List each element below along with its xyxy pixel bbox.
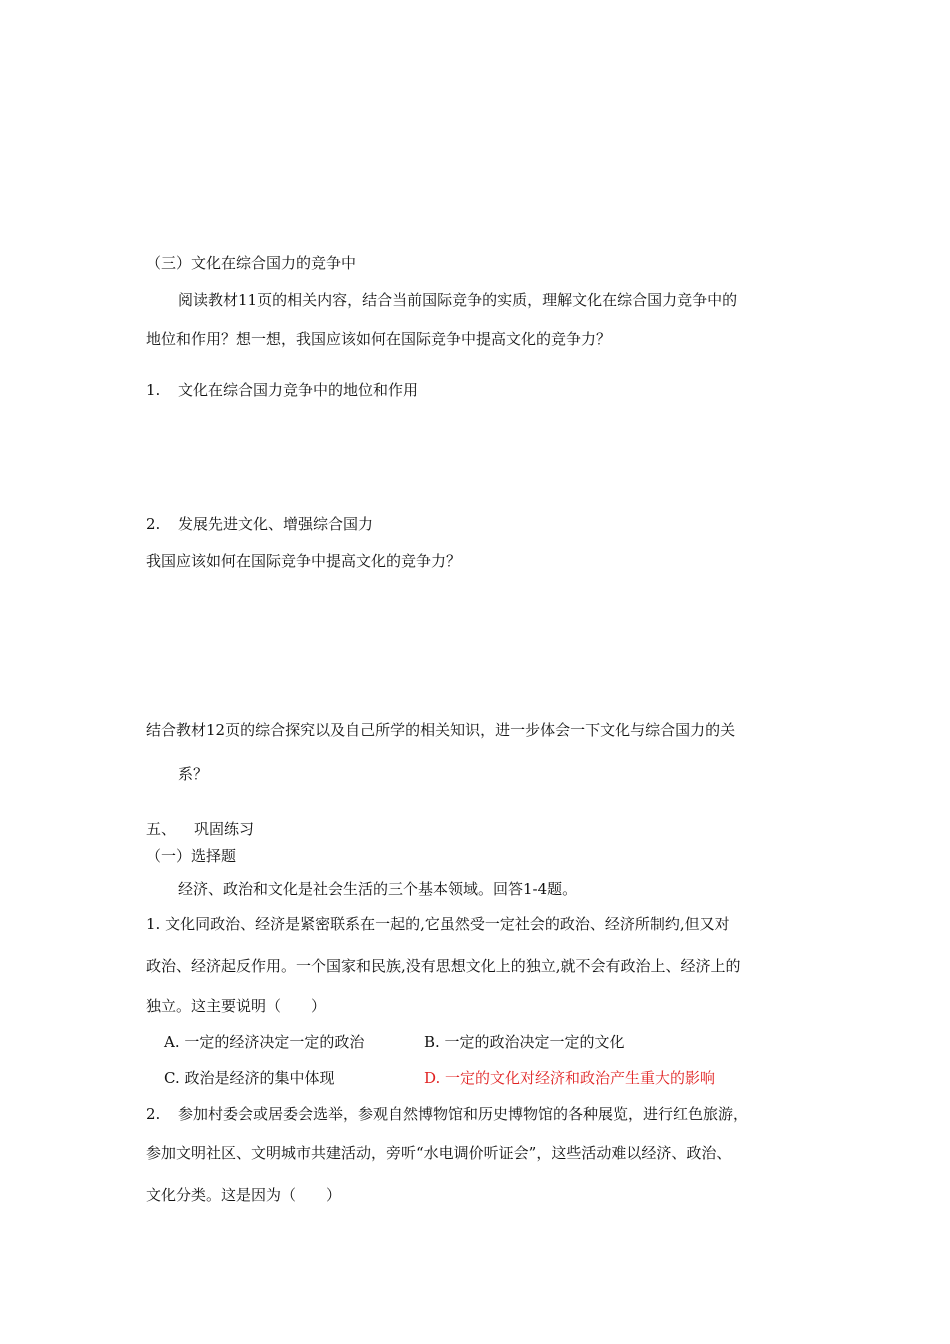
q2-number: 2.: [146, 1105, 161, 1123]
reading-paragraph-line-2: 地位和作用？想一想，我国应该如何在国际竞争中提高文化的竞争力？: [146, 330, 612, 348]
q1-line-2: 政治、经济起反作用。一个国家和民族,没有思想文化上的独立,就不会有政治上、经济上的: [146, 957, 741, 975]
item-1-number: 1.: [146, 381, 161, 399]
section-5-title: 巩固练习: [194, 820, 255, 838]
q1-line-1: 1. 文化同政治、经济是紧密联系在一起的,它虽然受一定社会的政治、经济所制约,但又对: [146, 915, 730, 933]
item-1-text: 文化在综合国力竞争中的地位和作用: [178, 381, 419, 399]
explore-line-1: 结合教材12页的综合探究以及自己所学的相关知识，进一步体会一下文化与综合国力的关: [146, 721, 736, 739]
question-line: 我国应该如何在国际竞争中提高文化的竞争力？: [146, 552, 462, 570]
q1-option-b: B. 一定的政治决定一定的文化: [424, 1033, 625, 1051]
section-3-heading: （三）文化在综合国力的竞争中: [146, 254, 357, 272]
q2-line-1: [146, 1104, 748, 1124]
subsection-1-heading: （一）选择题: [146, 847, 237, 865]
q2-line-3: 文化分类。这是因为（ ）: [146, 1186, 342, 1204]
section-5-number: 五、: [146, 820, 177, 838]
q2-line-2: 参加文明社区、文明城市共建活动，旁听“水电调价听证会”，这些活动难以经济、政治、: [146, 1144, 732, 1162]
item-1: [146, 380, 418, 400]
explore-line-2: 系？: [178, 765, 209, 783]
q1-option-a: A. 一定的经济决定一定的政治: [164, 1033, 365, 1051]
item-2-number: 2.: [146, 515, 161, 533]
q1-line-3: 独立。这主要说明（ ）: [146, 997, 327, 1015]
q1-option-c: C. 政治是经济的集中体现: [164, 1069, 335, 1087]
item-2-text: 发展先进文化、增强综合国力: [178, 515, 374, 533]
question-intro: 经济、政治和文化是社会生活的三个基本领域。回答1-4题。: [178, 880, 578, 898]
item-2: [146, 514, 373, 534]
q2-line-1-text: 参加村委会或居委会选举，参观自然博物馆和历史博物馆的各种展览，进行红色旅游，: [178, 1105, 749, 1123]
section-5-heading: [146, 819, 254, 839]
q1-option-d-answer: D. 一定的文化对经济和政治产生重大的影响: [424, 1069, 716, 1087]
reading-paragraph-line-1: 阅读教材11页的相关内容，结合当前国际竞争的实质，理解文化在综合国力竞争中的: [178, 291, 738, 309]
